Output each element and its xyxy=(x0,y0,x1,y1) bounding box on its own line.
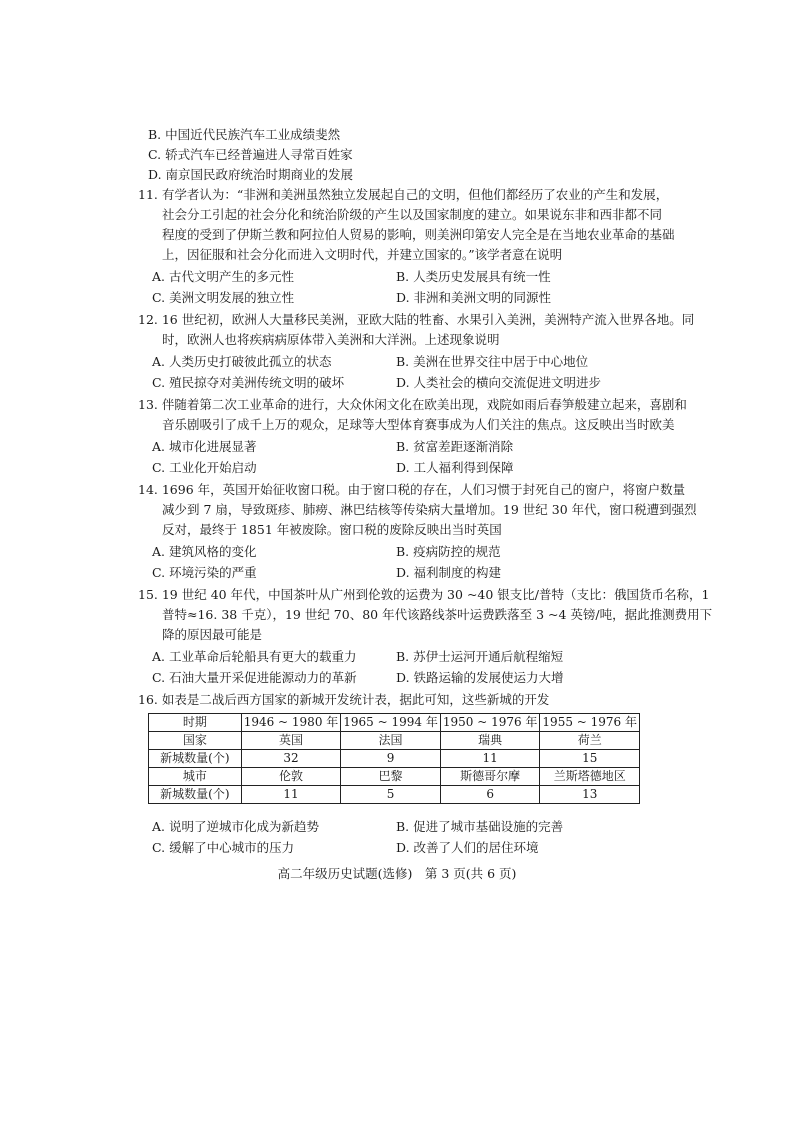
table-cell: 新城数量(个) xyxy=(149,786,242,804)
prev-option-b: B. 中国近代民族汽车工业成绩斐然 xyxy=(148,127,341,142)
table-cell: 9 xyxy=(341,750,441,768)
q14-option-a[interactable]: A. 建筑风格的变化 xyxy=(152,544,257,559)
table-row xyxy=(149,786,640,804)
q11-option-d[interactable]: D. 非洲和美洲文明的同源性 xyxy=(396,290,552,305)
prev-option-d: D. 南京国民政府统治时期商业的发展 xyxy=(148,167,354,182)
q13-stem-line-1: 13. 伴随着第二次工业革命的进行，大众休闲文化在欧美出现，戏院如雨后春笋般建立起来，喜剧和 xyxy=(138,397,687,412)
q11-option-c[interactable]: C. 美洲文明发展的独立性 xyxy=(152,290,295,305)
table-cell: 兰斯塔德地区 xyxy=(540,768,640,786)
table-row xyxy=(149,750,640,768)
q14-stem-line-3: 反对，最终于 1851 年被废除。窗口税的废除反映出当时英国 xyxy=(162,522,502,537)
q15-option-d[interactable]: D. 铁路运输的发展使运力大增 xyxy=(396,670,564,685)
page-footer: 高二年级历史试题(选修) 第 3 页(共 6 页) xyxy=(277,866,517,881)
table-cell: 1955 ~ 1976 年 xyxy=(540,714,640,732)
table-row xyxy=(149,768,640,786)
table-cell: 15 xyxy=(540,750,640,768)
table-cell: 英国 xyxy=(241,732,341,750)
table-row xyxy=(149,714,640,732)
q15-stem-line-1: 15. 19 世纪 40 年代，中国茶叶从广州到伦敦的运费为 30 ~40 银支比/普特（支比：俄国货币名称，1 xyxy=(138,587,710,602)
q14-stem-line-1: 14. 1696 年，英国开始征收窗口税。由于窗口税的存在，人们习惯于封死自己的窗户，将窗户数量 xyxy=(138,482,686,497)
q15-option-a[interactable]: A. 工业革命后轮船具有更大的载重力 xyxy=(152,649,357,664)
q13-option-c[interactable]: C. 工业化开始启动 xyxy=(152,460,257,475)
q12-option-b[interactable]: B. 美洲在世界交往中居于中心地位 xyxy=(396,354,589,369)
table-cell: 瑞典 xyxy=(440,732,540,750)
table-cell: 11 xyxy=(241,786,341,804)
table-cell: 11 xyxy=(440,750,540,768)
q13-option-a[interactable]: A. 城市化进展显著 xyxy=(152,439,257,454)
table-cell: 5 xyxy=(341,786,441,804)
q11-stem-line-1: 11. 有学者认为：“非洲和美洲虽然独立发展起自己的文明，但他们都经历了农业的产生和发展， xyxy=(138,187,669,202)
table-row xyxy=(149,732,640,750)
new-town-table xyxy=(148,713,640,804)
q11-option-a[interactable]: A. 古代文明产生的多元性 xyxy=(152,269,294,284)
table-cell: 1946 ~ 1980 年 xyxy=(241,714,341,732)
table-cell: 国家 xyxy=(149,732,242,750)
table-cell: 32 xyxy=(241,750,341,768)
table-cell: 荷兰 xyxy=(540,732,640,750)
q13-option-b[interactable]: B. 贫富差距逐渐消除 xyxy=(396,439,514,454)
table-cell: 6 xyxy=(440,786,540,804)
q16-stem-line-1: 16. 如表是二战后西方国家的新城开发统计表，据此可知，这些新城的开发 xyxy=(138,692,550,707)
q14-option-b[interactable]: B. 疫病防控的规范 xyxy=(396,544,501,559)
table-cell: 斯德哥尔摩 xyxy=(440,768,540,786)
q15-option-b[interactable]: B. 苏伊士运河开通后航程缩短 xyxy=(396,649,564,664)
q15-stem-line-3: 降的原因最可能是 xyxy=(162,627,263,642)
q15-option-c[interactable]: C. 石油大量开采促进能源动力的革新 xyxy=(152,670,357,685)
table-cell: 法国 xyxy=(341,732,441,750)
q12-option-c[interactable]: C. 殖民掠夺对美洲传统文明的破坏 xyxy=(152,375,345,390)
table-cell: 巴黎 xyxy=(341,768,441,786)
table-cell: 1950 ~ 1976 年 xyxy=(440,714,540,732)
q16-option-d[interactable]: D. 改善了人们的居住环境 xyxy=(396,840,539,855)
q11-stem-line-4: 上，因征服和社会分化而进入文明时代，并建立国家的。”该学者意在说明 xyxy=(162,247,563,262)
q16-option-b[interactable]: B. 促进了城市基础设施的完善 xyxy=(396,819,564,834)
q11-stem-line-2: 社会分工引起的社会分化和统治阶级的产生以及国家制度的建立。如果说东非和西非都不同 xyxy=(162,207,663,222)
q12-option-d[interactable]: D. 人类社会的横向交流促进文明进步 xyxy=(396,375,602,390)
q15-stem-line-2: 普特≈16. 38 千克），19 世纪 70、80 年代该路线茶叶运费跌落至 3 ~4 英镑/吨，据此推测费用下 xyxy=(162,607,713,622)
q11-option-b[interactable]: B. 人类历史发展具有统一性 xyxy=(396,269,551,284)
prev-option-c: C. 轿式汽车已经普遍进人寻常百姓家 xyxy=(148,147,353,162)
table-cell: 新城数量(个) xyxy=(149,750,242,768)
q13-option-d[interactable]: D. 工人福利得到保障 xyxy=(396,460,514,475)
table-cell: 1965 ~ 1994 年 xyxy=(341,714,441,732)
q16-option-a[interactable]: A. 说明了逆城市化成为新趋势 xyxy=(152,819,319,834)
table-cell: 伦敦 xyxy=(241,768,341,786)
q13-stem-line-2: 音乐剧吸引了成千上万的观众，足球等大型体育赛事成为人们关注的焦点。这反映出当时欧美 xyxy=(162,417,675,432)
q14-option-d[interactable]: D. 福利制度的构建 xyxy=(396,565,502,580)
q11-stem-line-3: 程度的受到了伊斯兰教和阿拉伯人贸易的影响，则美洲印第安人完全是在当地农业革命的基础 xyxy=(162,227,675,242)
table-cell: 时期 xyxy=(149,714,242,732)
q12-stem-line-2: 时，欧洲人也将疾病病原体带入美洲和大洋洲。上述现象说明 xyxy=(162,332,500,347)
q16-option-c[interactable]: C. 缓解了中心城市的压力 xyxy=(152,840,295,855)
q14-stem-line-2: 减少到 7 扇，导致斑疹、肺痨、淋巴结核等传染病大量增加。19 世纪 30 年代，窗口税遭到强烈 xyxy=(162,502,697,517)
q12-option-a[interactable]: A. 人类历史打破彼此孤立的状态 xyxy=(152,354,332,369)
q14-option-c[interactable]: C. 环境污染的严重 xyxy=(152,565,257,580)
table-cell: 城市 xyxy=(149,768,242,786)
table-cell: 13 xyxy=(540,786,640,804)
q12-stem-line-1: 12. 16 世纪初，欧洲人大量移民美洲，亚欧大陆的牲畜、水果引入美洲，美洲特产流入世界各地。同 xyxy=(138,312,695,327)
